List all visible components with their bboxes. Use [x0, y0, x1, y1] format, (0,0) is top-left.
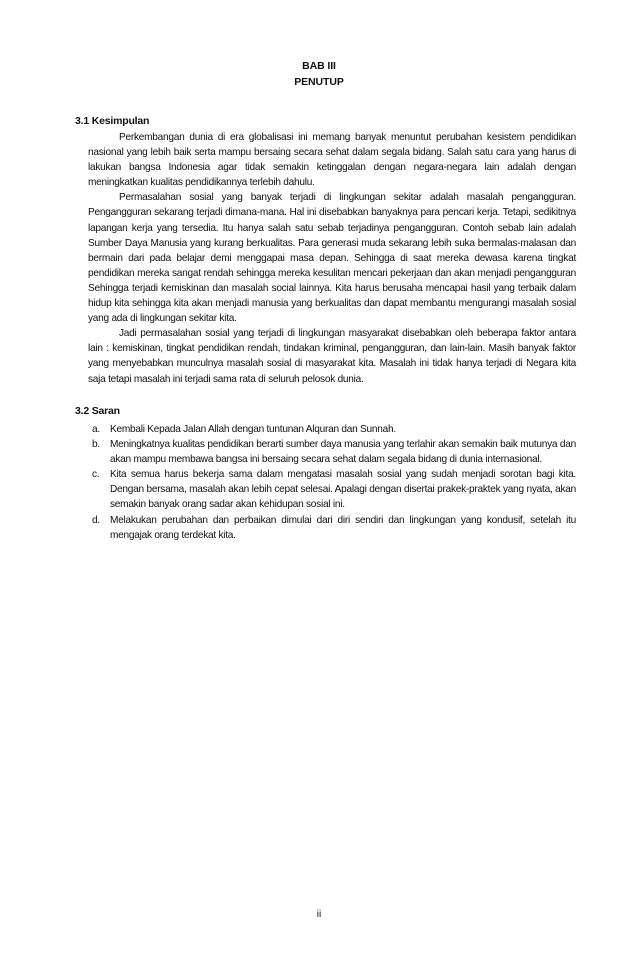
list-item: [92, 467, 576, 512]
page-number: ii: [316, 909, 322, 920]
paragraph: Perkembangan dunia di era globalisasi ini memang banyak menuntut perubahan kesistem pendidikan nasional yang lebih baik serta mampu bersaing secara sehat dalam segala bidang. Salah satu cara yang harus di lakukan bangsa Indonesia agar tidak semakin ketinggalan dengan negara-negara lain adalah dengan meningkatkan kualitas pendidikannya terlebih dahulu.: [88, 132, 576, 189]
list-item-text: Meningkatnya kualitas pendidikan berarti sumber daya manusia yang terlahir akan semakin baik mutunya dan akan mampu membawa bangsa ini bersaing secara sehat dalam segala bidang di dunia internasional.: [110, 439, 576, 466]
list-marker: d.: [92, 514, 100, 526]
paragraph: Permasalahan sosial yang banyak terjadi di lingkungan sekitar adalah masalah pengangguran. Pengangguran sekarang terjadi dimana-mana. Hal ini disebabkan banyaknya para pencari kerja. Tetapi, sedikitnya lapangan kerja yang tersedia. Itu hanya salah satu sebab terjadinya pengangguran. Contoh sebab lain adalah Sumber Daya Manusia yang kurang berkualitas. Para generasi muda sekarang lebih suka bermalas-malasan dan bermain dari pada belajar demi menggapai masa depan. Sehingga di saat mereka dewasa karena tingkat pendidikan mereka sangat rendah sehingga mereka kesulitan mencari pekerjaan dan akan menjadi pengangguran Sehingga terjadi kemiskinan dan masalah social lainnya. Kita harus berusaha mencapai hasil yang terbaik dalam hidup kita sehingga kita akan menjadi manusia yang berkualitas dan dapat membantu mengurangi masalah sosial yang ada di lingkungan sekitar kita.: [88, 192, 576, 325]
list-marker: c.: [92, 469, 100, 481]
chapter-heading: BAB III: [302, 60, 336, 72]
list-item: [92, 513, 576, 543]
list-marker: b.: [92, 439, 100, 451]
list-item: [92, 422, 576, 437]
saran-list: [92, 422, 576, 543]
list-item-text: Kita semua harus bekerja sama dalam mengatasi masalah sosial yang sudah menjadi sorotan bagi kita. Dengan bersama, masalah akan lebih cepat selesai. Apalagi dengan disertai prakek-praktek yang nyata, akan semakin banyak orang sadar akan kehidupan sosial ini.: [110, 469, 576, 511]
list-item-text: Kembali Kepada Jalan Allah dengan tuntunan Alquran dan Sunnah.: [110, 424, 396, 435]
list-item: [92, 437, 576, 467]
section-kesimpulan-body: [88, 130, 576, 387]
paragraph: Jadi permasalahan sosial yang terjadi di lingkungan masyarakat disebabkan oleh beberapa faktor antara lain : kemiskinan, tingkat pendidikan rendah, tindakan kriminal, pengangguran, dan lain-lain. Masih banyak faktor yang menyebabkan munculnya masalah sosial di masyarakat kita. Masalah ini tidak hanya terjadi di Negara kita saja tetapi masalah ini terjadi sama rata di seluruh pelosok dunia.: [88, 328, 576, 385]
section-saran-title: 3.2 Saran: [75, 405, 120, 417]
section-kesimpulan-title: 3.1 Kesimpulan: [75, 115, 150, 127]
list-marker: a.: [92, 424, 100, 435]
list-item-text: Melakukan perubahan dan perbaikan dimulai dari diri sendiri dan lingkungan yang kondusif, setelah itu mengajak orang terdekat kita.: [110, 514, 576, 541]
chapter-title: PENUTUP: [294, 76, 344, 88]
